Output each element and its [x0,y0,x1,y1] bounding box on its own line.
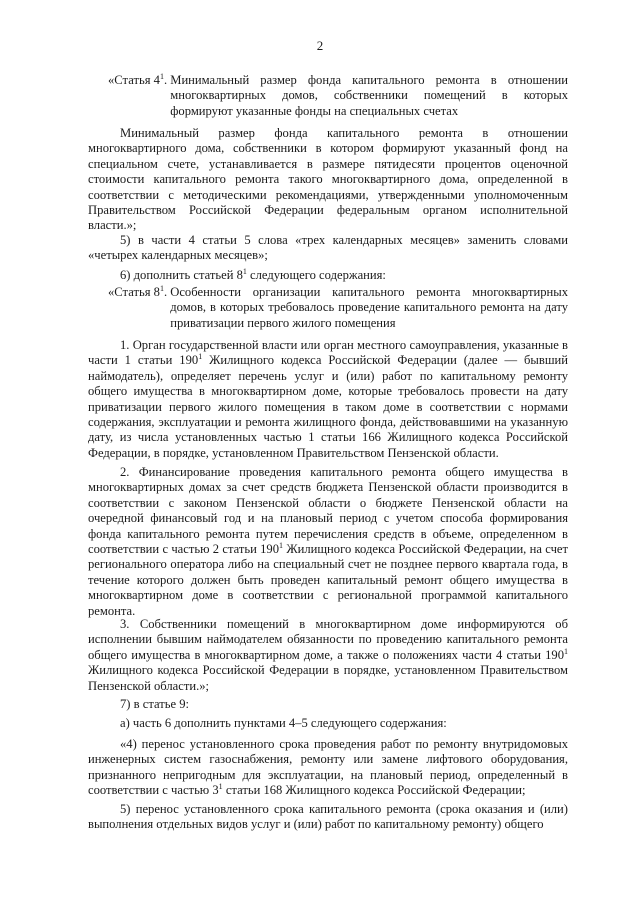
clause-1: 1. Орган государственной власти или орган местного самоуправления, указанные в части 1 статьи $190^1$ Жилищного кодекса Российской Федерации (далее — бывший наймодатель), определяет перечень услуг и (или) работ по капитальному ремонту общего имущества в многоквартирном доме, которые требовалось провести на дату приватизации первого жилого помещения в таком доме в соответствии с нормами содержания, эксплуатации и ремонта жилищного фонда, действовавшими на указанную дату, из числа установленных частью 1 статьи 166 Жилищного кодекса Российской Федерации, в порядке, установленном Правительством Пензенской области. [88,338,568,460]
paragraph-minimum-size: Минимальный размер фонда капитального ремонта в отношении многоквартирного дома, собственники в котором формируют указанный фонд на специальном счете, устанавливается в размере пятидесяти процентов оценочной стоимости капитального ремонта такого многоквартирного дома, определенной в соответствии с методическими рекомендациями, утвержденными уполномоченным Правительством Российской Федерации федеральным органом исполнительной власти.»; [88,126,568,233]
article-8-1-title: Особенности организации капитального ремонта многоквартирных домов, в которых требовалось проведение капитального ремонта на дату приватизации первого жилого помещения [170,285,568,330]
paragraph-item-5: 5) в части 4 статьи 5 слова «трех календарных месяцев» заменить словами «четырех календарных месяцев»; [88,233,568,263]
paragraph-item-7a: а) часть 6 дополнить пунктами 4–5 следующего содержания: [120,716,447,730]
article-4-1-heading [108,73,568,119]
page-number: 2 [316,38,324,53]
article-8-1-heading [108,285,568,331]
subitem-5: 5) перенос установленного срока капитального ремонта (срока оказания и (или) выполнения отдельных видов услуг и (или) работ по капитальному ремонту) общего [88,802,568,832]
paragraph-item-6: 6) дополнить статьей $8^1$ следующего содержания: [120,267,386,282]
article-4-1-title: Минимальный размер фонда капитального ремонта в отношении многоквартирных домов, собственники помещений в которых формируют указанные фонды на специальных счетах [170,73,568,118]
clause-3: 3. Собственники помещений в многоквартирном доме информируются об исполнении бывшим наймодателем обязанности по проведению капитального ремонта общего имущества в многоквартирном доме, а также о положениях части 4 статьи $190^1$ Жилищного кодекса Российской Федерации в порядке, установленном Правительством Пензенской области.»; [88,617,568,693]
paragraph-item-7: 7) в статье 9: [120,697,190,711]
article-8-1-label: «Статья $8^1$. [108,284,168,299]
clause-2: 2. Финансирование проведения капитального ремонта общего имущества в многоквартирных домах за счет средств бюджета Пензенской области производится в соответствии с законом Пензенской области о бюджете Пензенской области на очередной финансовый год и на плановый период с учетом способа формирования фонда капитального ремонта путем перечисления средств в объеме, определенном в соответствии с частью 2 статьи $190^1$ Жилищного кодекса Российской Федерации, на счет регионального оператора либо на специальный счет не позднее первого квартала года, в течение которого должен быть проведен капитальный ремонт общего имущества в многоквартирном доме в соответствии с региональной программой капитального ремонта. [88,465,568,618]
article-4-1-label: «Статья $4^1$. [108,72,168,87]
subitem-4: «4) перенос установленного срока проведения работ по ремонту внутридомовых инженерных систем газоснабжения, ремонту или замене лифтового оборудования, признанного непригодным для эксплуатации, на плановый период, определенный в соответствии с частью $3^1$ статьи 168 Жилищного кодекса Российской Федерации; [88,737,568,798]
